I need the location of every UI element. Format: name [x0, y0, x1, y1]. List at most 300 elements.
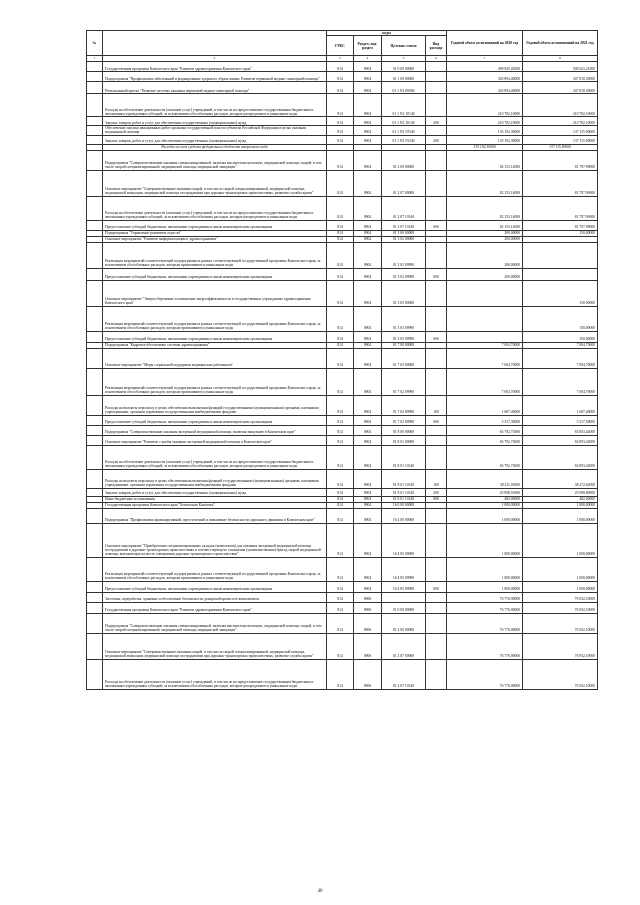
cell-a1: 76 776,90000: [447, 613, 523, 633]
cell-a1: [447, 306, 523, 331]
table-row: [87, 435, 598, 445]
cell-grbs: 814: [327, 117, 354, 126]
cell-cs: 01 2 07 00000: [382, 633, 426, 659]
cell-num: [87, 220, 103, 230]
cell-a2: 76 932,10000: [523, 592, 598, 602]
cell-num: [87, 117, 103, 126]
cell-cs: 01 7 02 09990: [382, 368, 426, 395]
column-index: 3: [327, 56, 354, 62]
cell-grbs: 814: [327, 469, 354, 488]
table-row: [87, 659, 598, 689]
table-row: [87, 72, 598, 82]
cell-vr: [426, 242, 447, 268]
cell-grbs: 814: [327, 502, 354, 508]
cell-grbs: 814: [327, 445, 354, 469]
cell-a1: 210 782,10000: [447, 117, 523, 126]
cell-grbs: 814: [327, 602, 354, 613]
cell-a2: 500 623,21000: [523, 62, 598, 72]
cell-a1: 1 000,00000: [447, 557, 523, 581]
cell-cs: 01 8 01 10140: [382, 469, 426, 488]
cell-grbs: 814: [327, 94, 354, 117]
table-row: [87, 415, 598, 425]
header-razdel: Раздел, под-раздел: [354, 36, 382, 56]
cell-rz: 0904: [354, 230, 382, 236]
cell-vr: [426, 94, 447, 117]
cell-vr: [426, 62, 447, 72]
cell-num: [87, 348, 103, 368]
cell-a2: 347 818,30000: [523, 82, 598, 94]
cell-num: [87, 150, 103, 170]
cell-a2: 7 004,70000: [523, 348, 598, 368]
cell-num: [87, 613, 103, 633]
table-row: [87, 62, 598, 72]
cell-num: [87, 523, 103, 557]
cell-num: [87, 268, 103, 280]
cell-num: [87, 488, 103, 496]
column-index: 6: [426, 56, 447, 62]
cell-a1: 135 192,30000: [447, 135, 523, 144]
cell-rz: 0904: [354, 220, 382, 230]
cell-vr: 200: [426, 488, 447, 496]
cell-num: [87, 280, 103, 306]
cell-num: [87, 469, 103, 488]
cell-num: [87, 508, 103, 523]
cell-cs: 01 2 07 10140: [382, 196, 426, 220]
table-row: [87, 135, 598, 144]
table-row: [87, 395, 598, 415]
cell-num: [87, 581, 103, 592]
cell-grbs: 814: [327, 659, 354, 689]
cell-a2: 150,00000: [523, 306, 598, 331]
cell-name: Расходы на выплаты персоналу в целях обеспечения выполнения функций государственными (муниципальными) органами, казенными учреждениями, органами управления государственными внебюджетными фондами: [103, 395, 327, 415]
cell-vr: [426, 435, 447, 445]
cell-rz: 0904: [354, 236, 382, 242]
cell-rz: 0904: [354, 469, 382, 488]
cell-name: Обеспечение закупки авиационных работ органами государственной власти субъектов Российской Федерации в целях оказания медицинской помощи: [103, 126, 327, 135]
cell-vr: [426, 508, 447, 523]
cell-a1: 25 098,55000: [447, 488, 523, 496]
cell-rz: 0904: [354, 581, 382, 592]
cell-a2: 76 932,10000: [523, 659, 598, 689]
cell-name: Реализация мероприятий соответствующей подпрограммы в рамках соответствующей государственной программы Камчатского края, за исключением обособленных расходов, которым присваиваются уникальные коды: [103, 368, 327, 395]
cell-name: Подпрограмма "Совершенствование оказания экстренной медицинской помощи, включая эвакуацию в Камчатском крае": [103, 425, 327, 435]
cell-rz: 0904: [354, 425, 382, 435]
table-row: [87, 331, 598, 342]
cell-cs: 01 8 00 00000: [382, 425, 426, 435]
cell-a2: 210 782,10000: [523, 117, 598, 126]
cell-rz: 0906: [354, 659, 382, 689]
cell-vr: 600: [426, 581, 447, 592]
cell-grbs: 814: [327, 435, 354, 445]
cell-a2: [523, 268, 598, 280]
cell-rz: 0906: [354, 592, 382, 602]
cell-a2: 1 000,00000: [523, 557, 598, 581]
cell-grbs: 814: [327, 342, 354, 348]
cell-rz: 0904: [354, 242, 382, 268]
table-row: [87, 82, 598, 94]
cell-grbs: 814: [327, 236, 354, 242]
cell-grbs: 814: [327, 633, 354, 659]
cell-name: Подпрограмма "Совершенствование оказания специализированной, включая высокотехнологичную, медицинской помощи, скорой, в том числе скорой специализированной, медицинской помощи, медицинской эвакуации": [103, 613, 327, 633]
cell-rz: 0904: [354, 368, 382, 395]
cell-rz: 0904: [354, 126, 382, 135]
cell-a1: 200,00000: [447, 268, 523, 280]
cell-a2: 137 115,90000: [523, 135, 598, 144]
cell-a2: 150,00000: [523, 331, 598, 342]
cell-cs: 01 3 02 09990: [382, 242, 426, 268]
cell-a1: 76 776,90000: [447, 659, 523, 689]
cell-num: [87, 94, 103, 117]
column-index: 5: [382, 56, 426, 62]
cell-a1: 76 776,90000: [447, 633, 523, 659]
cell-name: Реализация мероприятий соответствующей подпрограммы в рамках соответствующей государственной программы Камчатского края, за исключением обособленных расходов, которым присваиваются уникальные коды: [103, 557, 327, 581]
cell-a2: 1 000,00000: [523, 581, 598, 592]
cell-grbs: 814: [327, 488, 354, 496]
cell-grbs: 814: [327, 581, 354, 592]
header-year-2021: Годовой объем ассигнований на 2021 год: [523, 31, 598, 56]
table-row: [87, 306, 598, 331]
cell-rz: 0904: [354, 62, 382, 72]
cell-a1: 7 004,70000: [447, 348, 523, 368]
cell-cs: 01 2 07 00000: [382, 170, 426, 196]
cell-cs: 01 1 N1 00000: [382, 82, 426, 94]
cell-a1: 82 153,14000: [447, 196, 523, 220]
cell-rz: 0904: [354, 72, 382, 82]
cell-num: [87, 306, 103, 331]
cell-rz: 0904: [354, 82, 382, 94]
cell-a1: 200,00000: [447, 242, 523, 268]
cell-grbs: 814: [327, 523, 354, 557]
cell-a1: [447, 280, 523, 306]
cell-vr: [426, 592, 447, 602]
cell-num: [87, 242, 103, 268]
cell-name: Расходы на обеспечение деятельности (оказание услуг) учреждений, в том числе на предоставление государственным бюджетным и автономным учреждениям субсидий, за исключением обособленных расходов, которые распределяются уникальные коды: [103, 659, 327, 689]
cell-grbs: 814: [327, 368, 354, 395]
cell-vr: 200: [426, 135, 447, 144]
cell-cs: 01 2 07 10140: [382, 659, 426, 689]
cell-a1: 1 000,00000: [447, 523, 523, 557]
table-row: [87, 613, 598, 633]
cell-name: Основное мероприятие "Энергосбережение и повышение энергоэффективности в государственных учреждениях здравоохранения Камчатского края": [103, 280, 327, 306]
table-row: [87, 508, 598, 523]
cell-rz: 0904: [354, 435, 382, 445]
column-index: 4: [354, 56, 382, 62]
cell-vr: [426, 126, 447, 135]
cell-cs: 01 7 02 09990: [382, 395, 426, 415]
cell-grbs: 814: [327, 395, 354, 415]
column-index: 8: [523, 56, 598, 62]
cell-name: Реализация мероприятий соответствующей подпрограммы в рамках соответствующей государственной программы Камчатского края, за исключением обособленных расходов, которым присваиваются уникальные коды: [103, 242, 327, 268]
cell-a1: 1 000,00000: [447, 581, 523, 592]
cell-rz: 0904: [354, 523, 382, 557]
budget-table: [86, 30, 598, 690]
cell-vr: 100: [426, 469, 447, 488]
cell-cs: 16 4 00 00000: [382, 508, 426, 523]
cell-grbs: 814: [327, 331, 354, 342]
cell-grbs: 814: [327, 126, 354, 135]
cell-cs: 01 3 03 00000: [382, 280, 426, 306]
cell-vr: [426, 306, 447, 331]
table-row: [87, 348, 598, 368]
cell-num: [87, 395, 103, 415]
table-row: [87, 592, 598, 602]
column-index: 7: [447, 56, 523, 62]
cell-vr: [426, 196, 447, 220]
cell-cs: 01 3 00 00000: [382, 230, 426, 236]
cell-a2: 63 853,42000: [523, 445, 598, 469]
cell-name: Региональный проект "Развитие системы оказания первичной медико-санитарной помощи": [103, 82, 327, 94]
header-vid: Вид расхода: [426, 36, 447, 56]
cell-num: [87, 602, 103, 613]
cell-name: Подпрограмма "Управление развитием отрасли": [103, 230, 327, 236]
cell-num: [87, 633, 103, 659]
cell-cs: 16 4 05 09990: [382, 581, 426, 592]
table-row: [87, 268, 598, 280]
cell-cs: 01 3 02 00000: [382, 236, 426, 242]
cell-a1: 200,00000: [447, 230, 523, 236]
cell-a2: [523, 242, 598, 268]
cell-name: Закупка товаров, работ и услуг для обеспечения государственных (муниципальных) нужд: [103, 488, 327, 496]
cell-cs: 01 3 03 09990: [382, 331, 426, 342]
cell-a1: 1 687,40000: [447, 395, 523, 415]
cell-rz: 0904: [354, 488, 382, 496]
cell-rz: 0904: [354, 280, 382, 306]
cell-vr: [426, 659, 447, 689]
cell-num: [87, 135, 103, 144]
cell-cs: 01 1 00 00000: [382, 72, 426, 82]
cell-a1: 1 000,00000: [447, 502, 523, 508]
cell-rz: 0904: [354, 348, 382, 368]
cell-a1: 482,00000: [447, 496, 523, 502]
cell-vr: [426, 72, 447, 82]
cell-a2: 76 932,10000: [523, 613, 598, 633]
cell-grbs: 814: [327, 508, 354, 523]
cell-num: [87, 82, 103, 94]
cell-vr: [426, 633, 447, 659]
cell-num: [87, 425, 103, 435]
cell-num: [87, 435, 103, 445]
cell-cs: 01 2 07 10140: [382, 220, 426, 230]
cell-a1: 82 153,14000: [447, 220, 523, 230]
cell-name: Государственная программа Камчатского края "Безопасная Камчатка": [103, 502, 327, 508]
cell-cs: 01 7 00 00000: [382, 342, 426, 348]
cell-rz: 0906: [354, 602, 382, 613]
cell-rz: 0904: [354, 342, 382, 348]
cell-cs: 01 3 03 09990: [382, 306, 426, 331]
cell-name: Основное мероприятие "Меры социальной поддержки медицинских работников": [103, 348, 327, 368]
cell-name: Подпрограмма "Профилактика правонарушений, преступлений и повышение безопасности дорожного движения в Камчатском крае": [103, 508, 327, 523]
header-year-2020: Годовой объем ассигнований на 2020 год: [447, 31, 523, 56]
cell-grbs: 814: [327, 425, 354, 435]
cell-name: Государственная программа Камчатского края "Развитие здравоохранения Камчатского края": [103, 62, 327, 72]
cell-rz: 0906: [354, 613, 382, 633]
table-body: [87, 62, 598, 689]
cell-vr: [426, 368, 447, 395]
cell-grbs: 814: [327, 72, 354, 82]
cell-grbs: 814: [327, 196, 354, 220]
cell-a2: 150,00000: [523, 230, 598, 236]
cell-rz: 0904: [354, 395, 382, 415]
cell-a2: 347 818,30000: [523, 72, 598, 82]
table-row: [87, 633, 598, 659]
cell-rz: 0904: [354, 508, 382, 523]
cell-cs: 01 1 N1 55540: [382, 126, 426, 135]
cell-rz: 0904: [354, 496, 382, 502]
table-row: [87, 94, 598, 117]
cell-vr: 600: [426, 415, 447, 425]
cell-num: [87, 659, 103, 689]
cell-num: [87, 196, 103, 220]
cell-a2: 5 317,30000: [523, 415, 598, 425]
cell-grbs: 814: [327, 170, 354, 196]
cell-a2: 137 115,90000: [523, 144, 598, 150]
cell-num: [87, 331, 103, 342]
cell-num: [87, 368, 103, 395]
cell-grbs: 814: [327, 306, 354, 331]
cell-a1: 210 782,10000: [447, 94, 523, 117]
cell-name: Предоставление субсидий бюджетным, автономным учреждениям и иным некоммерческим организациям: [103, 331, 327, 342]
cell-rz: 0904: [354, 94, 382, 117]
cell-a2: 1 000,00000: [523, 502, 598, 508]
cell-a2: 38 272,62000: [523, 469, 598, 488]
cell-rz: 0904: [354, 557, 382, 581]
cell-name: Заготовка, переработка, хранение и обеспечение безопасности донорской крови и ее компонентов: [103, 592, 327, 602]
cell-cs: 16 4 05 00000: [382, 523, 426, 557]
cell-num: [87, 126, 103, 135]
cell-vr: [426, 82, 447, 94]
table-row: [87, 280, 598, 306]
header-num: №: [87, 31, 103, 56]
cell-name: Расходы на обеспечение деятельности (оказание услуг) учреждений, в том числе на предоставление государственным бюджетным и автономным учреждениям субсидий, за исключением обособленных расходов, которые распределяются уникальные коды: [103, 445, 327, 469]
cell-a2: 482,00000: [523, 496, 598, 502]
table-row: [87, 425, 598, 435]
column-index: 1: [87, 56, 103, 62]
cell-name: Закупка товаров, работ и услуг для обеспечения государственных (муниципальных) нужд: [103, 135, 327, 144]
cell-num: [87, 415, 103, 425]
table-row: [87, 126, 598, 135]
cell-name: Основное мероприятие "Развитие информатизации в здравоохранении": [103, 236, 327, 242]
cell-grbs: 814: [327, 135, 354, 144]
cell-grbs: 814: [327, 415, 354, 425]
cell-cs: 01 0 00 00000: [382, 62, 426, 72]
cell-a1: 82 153,14000: [447, 170, 523, 196]
cell-grbs: 814: [327, 82, 354, 94]
cell-vr: 800: [426, 496, 447, 502]
cell-a1: 38 211,93000: [447, 469, 523, 488]
cell-rz: 0904: [354, 268, 382, 280]
cell-a1: 200,00000: [447, 236, 523, 242]
cell-cs: 01 8 01 10140: [382, 488, 426, 496]
cell-cs: 16 4 05 09990: [382, 557, 426, 581]
cell-a1: 76 776,90000: [447, 602, 523, 613]
cell-vr: [426, 170, 447, 196]
cell-a2: 76 932,10000: [523, 602, 598, 613]
cell-grbs: 814: [327, 230, 354, 236]
cell-rz: 0904: [354, 150, 382, 170]
cell-rz: 0904: [354, 306, 382, 331]
cell-a2: 137 115,90000: [523, 126, 598, 135]
cell-a2: 63 853,42000: [523, 425, 598, 435]
cell-cs: 01 8 01 10140: [382, 445, 426, 469]
cell-a2: 63 853,42000: [523, 435, 598, 445]
cell-a1: 499 945,02000: [447, 62, 523, 72]
cell-grbs: 814: [327, 496, 354, 502]
cell-rz: 0904: [354, 135, 382, 144]
cell-cs: 01 1 N1 55540: [382, 135, 426, 144]
table-row: [87, 581, 598, 592]
cell-name: Предоставление субсидий бюджетным, автономным учреждениям и иным некоммерческим организациям: [103, 220, 327, 230]
cell-a2: 1 687,40000: [523, 395, 598, 415]
cell-a2: 76 932,10000: [523, 633, 598, 659]
cell-cs: 01 7 02 09990: [382, 415, 426, 425]
cell-num: [87, 170, 103, 196]
cell-grbs: 814: [327, 62, 354, 72]
cell-cs: 01 1 N1 10140: [382, 94, 426, 117]
cell-a2: 25 098,80000: [523, 488, 598, 496]
cell-a1: 63 792,73000: [447, 435, 523, 445]
table-row: [87, 488, 598, 496]
cell-name: Закупка товаров, работ и услуг для обеспечения государственных (муниципальных) нужд: [103, 117, 327, 126]
cell-vr: [426, 613, 447, 633]
cell-name: Иные бюджетные ассигнования: [103, 496, 327, 502]
table-row: [87, 523, 598, 557]
cell-vr: [426, 557, 447, 581]
cell-rz: 0906: [354, 633, 382, 659]
cell-name: Подпрограмма "Совершенствование оказания специализированной, включая высокотехнологичную, медицинской помощи, скорой, в том числе скорой специализированной, медицинской помощи, медицинской эвакуации": [103, 150, 327, 170]
cell-a1: 345 894,40000: [447, 82, 523, 94]
cell-num: [87, 72, 103, 82]
cell-num: [87, 592, 103, 602]
cell-num: [87, 62, 103, 72]
cell-num: [87, 557, 103, 581]
cell-rz: 0904: [354, 117, 382, 126]
cell-rz: 0904: [354, 331, 382, 342]
cell-vr: [426, 445, 447, 469]
cell-a2: 81 797,99000: [523, 170, 598, 196]
cell-grbs: 814: [327, 348, 354, 368]
table-row: [87, 196, 598, 220]
cell-vr: 200: [426, 117, 447, 126]
cell-vr: [426, 348, 447, 368]
cell-a2: 1 000,00000: [523, 523, 598, 557]
cell-cs: 01 8 01 10140: [382, 496, 426, 502]
cell-name: Основное мероприятие "Совершенствование оказания скорой, в том числе скорой специализированной, медицинской помощи, медицинской эвакуации, медицинской помощи пострадавшим при дорожно-транспортных происшествиях, развитие службы крови": [103, 170, 327, 196]
cell-cs: 16 0 00 00000: [382, 502, 426, 508]
cell-a2: 7 004,70000: [523, 368, 598, 395]
cell-a2: 150,00000: [523, 280, 598, 306]
cell-rz: 0904: [354, 170, 382, 196]
cell-grbs: 814: [327, 150, 354, 170]
table-row: [87, 445, 598, 469]
cell-a1: 135 192,30000: [447, 126, 523, 135]
table-row: [87, 150, 598, 170]
cell-a2: 81 797,99000: [523, 150, 598, 170]
table-row: [87, 242, 598, 268]
cell-a1: 345 894,40000: [447, 72, 523, 82]
cell-grbs: 814: [327, 220, 354, 230]
cell-name: Предоставление субсидий бюджетным, автономным учреждениям и иным некоммерческим организациям: [103, 581, 327, 592]
cell-cs: 01 7 02 00000: [382, 348, 426, 368]
cell-cs: 01 8 01 00000: [382, 435, 426, 445]
cell-a1: 135 192,30000: [447, 144, 523, 150]
cell-rz: 0904: [354, 445, 382, 469]
cell-a2: 1 000,00000: [523, 508, 598, 523]
cell-vr: 600: [426, 220, 447, 230]
cell-rz: 0904: [354, 502, 382, 508]
header-codes: коды: [327, 31, 447, 36]
page-number: 40: [317, 889, 323, 894]
cell-a2: 7 004,70000: [523, 342, 598, 348]
